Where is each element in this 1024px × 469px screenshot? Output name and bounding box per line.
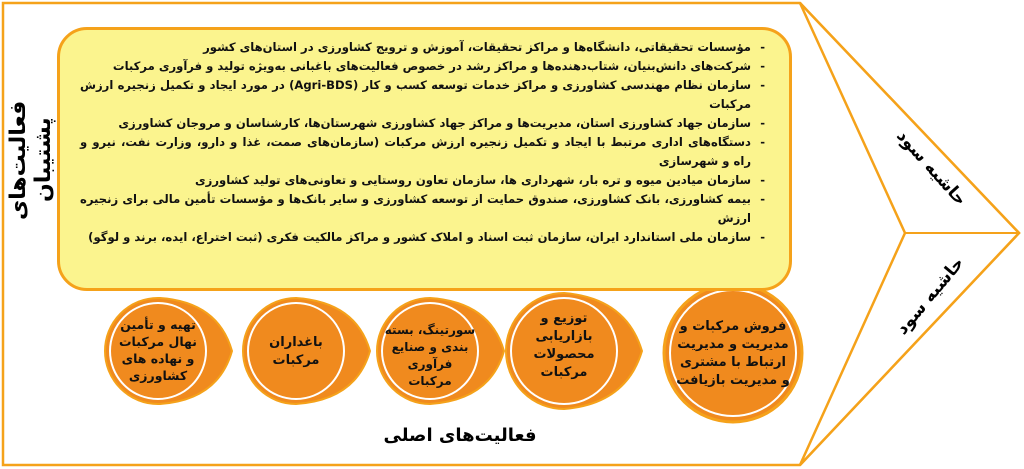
support-item: - دستگاه‌های اداری مرتبط با ایجاد و تکمیل زنجیره ارزش مرکبات (سازمان‌های صمت، غذا و دارو، وزارت نفت، نیرو و راه و شهرسازی <box>80 133 751 171</box>
support-item: - سازمان جهاد کشاورزی استان، مدیریت‌ها و مراکز جهاد کشاورزی شهرستان‌ها، کارشناسان و مروجان کشاورزی <box>80 114 751 133</box>
support-item: - سازمان میادین میوه و تره بار، شهرداری ها، سازمان تعاون روستایی و تعاونی‌های تولید کشاورزی <box>80 171 751 190</box>
support-item: - بیمه کشاورزی، بانک کشاورزی، صندوق حمایت از توسعه کشاورزی و سایر بانک‌ها و مؤسسات تأمین مالی برای زنجیره ارزش <box>80 190 751 228</box>
support-activities-title: فعالیت‌های پشتیبان <box>6 100 56 220</box>
support-item: - سازمان نظام مهندسی کشاورزی و مراکز خدمات توسعه کسب و کار (Agri-BDS) در مورد ایجاد و تکمیل زنجیره ارزش مرکبات <box>80 76 751 114</box>
stage-label-processing: سورتینگ، بسته بندی و صنایع فرآوری مرکبات <box>384 323 476 388</box>
support-item: - سازمان ملی استاندارد ایران، سازمان ثبت اسناد و املاک کشور و مراکز مالکیت فکری (ثبت اختراع، ایده، برند و لوگو) <box>80 228 751 247</box>
main-activities-title: فعالیت‌های اصلی <box>383 425 537 446</box>
stage-label-growers: باغداران مرکبات <box>269 335 323 368</box>
stage-label-distribution: توزیع و بازاریابی محصولات مرکبات <box>533 311 595 380</box>
support-item: - مؤسسات تحقیقاتی، دانشگاه‌ها و مراکز تحقیقات، آموزش و ترویج کشاورزی در استان‌های کشور <box>80 38 751 57</box>
stage-label-seedlings: تهیه و تأمین نهال مرکبات و نهاده های کشاورزی <box>119 317 197 383</box>
profit-margin-label-lower: حاشیه سود <box>892 253 969 339</box>
support-activities-list <box>80 38 767 247</box>
support-item: - شرکت‌های دانش‌بنیان، شتاب‌دهنده‌ها و مراکز رشد در خصوص فعالیت‌های باغبانی به‌ویژه تولید و فرآوری مرکبات <box>80 57 751 76</box>
support-activities-box <box>57 27 792 291</box>
profit-margin-label-upper: حاشیه سود <box>892 126 971 210</box>
stage-label-sales: فروش مرکبات و مدیریت و مدیریت ارتباط با مشتری و مدیریت بازیافت <box>676 319 790 388</box>
